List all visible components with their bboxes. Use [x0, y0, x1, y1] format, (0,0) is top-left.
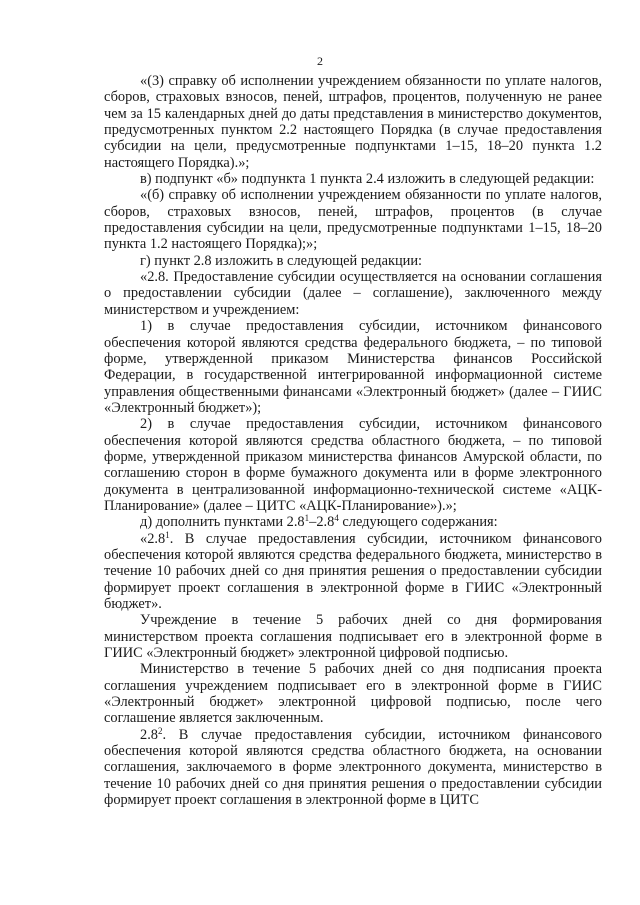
paragraph-clause-2-8: «2.8. Предоставление субсидии осуществляется на основании соглашения о предоставлении субсидии (далее – соглашение), заключенного между министерством и учреждением: [104, 269, 602, 318]
page-number: 2 [317, 54, 323, 68]
superscript: 4 [334, 513, 339, 524]
paragraph-subitem-3: «(3) справку об исполнении учреждением обязанности по уплате налогов, сборов, страховых взносов, пеней, штрафов, процентов, полученную не ранее чем за 15 календарных дней до даты представления в министерство документов, предусмотренных пунктом 2.2 настоящего Порядка (в случае предоставления субсидии на цели, предусмотренные подпунктами 1–15, 18–20 пункта 1.2 настоящего Порядка).»; [104, 73, 602, 171]
paragraph-clause-2-8-2 [104, 727, 602, 809]
superscript: 2 [158, 725, 163, 736]
paragraph-clause-2-8-item-2: 2) в случае предоставления субсидии, источником финансового обеспечения которой являются средства областного бюджета, – по типовой форме, утвержденной приказом министерства финансов Амурской области, по соглашению сторон в форме бумажного документа или в форме электронного документа в централизованной информационно-технической системе «АЦК-Планирование» (далее – ЦИТС «АЦК-Планирование»).»; [104, 416, 602, 514]
paragraph-ministry-signing: Министерство в течение 5 рабочих дней со дня подписания проекта соглашения учреждением подписывает его в электронной форме в ГИИС «Электронный бюджет» электронной цифровой подписью, после чего соглашение является заключенным. [104, 661, 602, 727]
clause-number: 2.8 [140, 726, 158, 743]
amendment-d-text: –2.8 [309, 514, 335, 531]
clause-number: «2.8 [140, 530, 166, 547]
document-body [104, 73, 602, 808]
paragraph-institution-signing: Учреждение в течение 5 рабочих дней со дня формирования министерством проекта соглашения подписывает его в электронной форме в ГИИС «Электронный бюджет» электронной цифровой подписью. [104, 612, 602, 662]
superscript: 1 [165, 529, 170, 540]
paragraph-clause-2-8-1 [104, 531, 602, 613]
paragraph-subitem-b: «(б) справку об исполнении учреждением обязанности по уплате налогов, сборов, страховых взносов, пеней, штрафов, процентов (в случае предоставления субсидии на цели, предусмотренные подпунктами 1–15, 18–20 пункта 1.2 настоящего Порядка);»; [104, 187, 602, 253]
paragraph-clause-2-8-item-1: 1) в случае предоставления субсидии, источником финансового обеспечения которой являются средства федерального бюджета, – по типовой форме, утвержденной приказом Министерства финансов Российской Федерации, в государственной интегрированной информационной системе управления общественными финансами «Электронный бюджет» (далее – ГИИС «Электронный бюджет»); [104, 318, 602, 416]
paragraph-amendment-g: г) пункт 2.8 изложить в следующей редакции: [140, 252, 423, 269]
amendment-d-text: следующего содержания: [338, 514, 498, 531]
paragraph-amendment-v: в) подпункт «б» подпункта 1 пункта 2.4 изложить в следующей редакции: [140, 171, 595, 188]
clause-text: . В случае предоставления субсидии, источником финансового обеспечения которой являются средства федерального бюджета, министерство в течение 10 рабочих дней со дня принятия решения о предоставлении субсидии формирует проект соглашения в электронной форме в ГИИС «Электронный бюджет». [104, 530, 602, 612]
amendment-d-text: д) дополнить пунктами 2.8 [140, 514, 305, 531]
paragraph-amendment-d [104, 514, 602, 530]
clause-text: . В случае предоставления субсидии, источником финансового обеспечения которой являются средства областного бюджета, на основании соглашения, заключаемого в форме электронного документа, министерство в течение 10 рабочих дней со дня принятия решения о предоставлении субсидии формирует проект соглашения в электронной форме в ЦИТС [104, 726, 602, 809]
superscript: 1 [304, 513, 310, 524]
